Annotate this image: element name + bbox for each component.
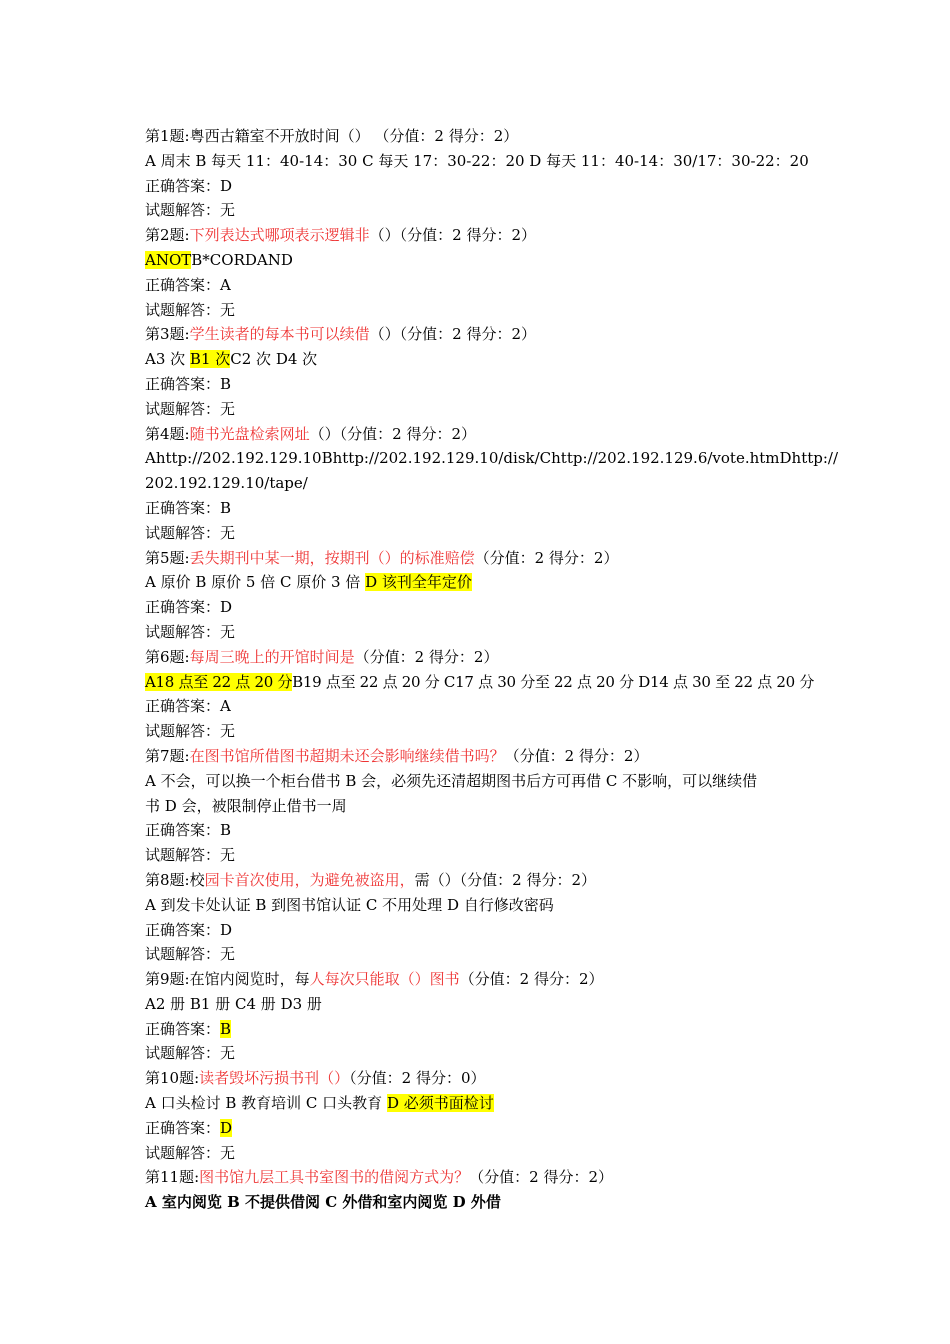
options-text: A2 册 B1 册 C4 册 D3 册 <box>145 994 322 1013</box>
answer-value: B <box>220 821 232 840</box>
question-text: 丢失期刊中某一期，按期刊（）的标准赔偿 <box>189 548 475 567</box>
answer-value: D <box>220 1118 233 1137</box>
answer-label: 正确答案： <box>145 1019 221 1038</box>
question-text-plain: 在馆内阅览时，每 <box>189 970 310 989</box>
question-text-suffix: 需（） <box>414 870 460 889</box>
question-text-suffix: （） <box>369 226 400 245</box>
answer-label: 正确答案： <box>145 275 221 294</box>
answer-value: B <box>220 498 232 517</box>
highlighted-option: D 该刊全年定价 <box>365 573 472 592</box>
question-text: 园卡首次使用，为避免被盗用， <box>204 870 415 889</box>
explain-label: 试题解答： <box>145 523 221 542</box>
question-number: 第6题: <box>145 647 190 666</box>
answer-value: A <box>220 275 231 294</box>
question-line-5 <box>145 546 825 571</box>
answer-value: A <box>220 697 231 716</box>
options-line-8 <box>145 893 825 918</box>
answer-line-1 <box>145 174 825 199</box>
explain-value: 无 <box>220 523 236 542</box>
question-score: （分值：2 得分：2） <box>399 226 536 245</box>
highlighted-option: A18 点至 22 点 20 分 <box>145 672 293 691</box>
options-text: B19 点至 22 点 20 分 C17 点 30 分至 22 点 20 分 D14 点 30 至 22 点 20 分 <box>292 672 815 691</box>
explain-line-8 <box>145 942 825 967</box>
explain-label: 试题解答： <box>145 1044 221 1063</box>
question-line-1 <box>145 124 825 149</box>
explain-line-6 <box>145 719 825 744</box>
explain-line-7 <box>145 843 825 868</box>
question-score: （分值：2 得分：2） <box>354 647 499 666</box>
options-text: A 原价 B 原价 5 倍 C 原价 3 倍 <box>145 573 366 592</box>
options-text: A 到发卡处认证 B 到图书馆认证 C 不用处理 D 自行修改密码 <box>145 895 554 914</box>
question-text-suffix: （） <box>369 325 400 344</box>
explain-label: 试题解答： <box>145 201 221 220</box>
question-text-plain: 校 <box>189 870 205 889</box>
answer-label: 正确答案： <box>145 598 221 617</box>
question-number: 第8题: <box>145 870 190 889</box>
options-text: 202.192.129.10/tape/ <box>145 474 308 493</box>
options-line-10 <box>145 1091 825 1116</box>
answer-label: 正确答案： <box>145 176 221 195</box>
options-line-4 <box>145 446 839 471</box>
question-text: 随书光盘检索网址 <box>189 424 310 443</box>
explain-line-3 <box>145 397 825 422</box>
answer-line-2 <box>145 273 825 298</box>
options-text: Ahttp://202.192.129.10Bhttp://202.192.129.10/disk/Chttp://202.192.129.6/vote.htmDhttp:// <box>145 449 839 468</box>
question-text: 下列表达式哪项表示逻辑非 <box>189 226 370 245</box>
question-line-11 <box>145 1165 825 1190</box>
question-score: （分值：2 得分：2） <box>374 127 519 145</box>
options-line-7 <box>145 769 825 794</box>
options-line-5 <box>145 570 825 595</box>
question-score: （分值：2 得分：2） <box>504 746 649 765</box>
question-score: （分值：2 得分：2） <box>469 1168 614 1187</box>
explain-value: 无 <box>220 399 236 418</box>
highlighted-option: B1 次 <box>189 350 231 369</box>
question-number: 第3题: <box>145 325 190 344</box>
exam-document <box>145 124 839 1215</box>
explain-label: 试题解答： <box>145 1143 221 1162</box>
options-line-7b <box>145 794 825 819</box>
question-line-6 <box>145 645 825 670</box>
question-line-10 <box>145 1066 825 1091</box>
question-number: 第10题: <box>145 1069 200 1088</box>
question-score: （分值：2 得分：2） <box>339 424 476 443</box>
question-number: 第5题: <box>145 548 190 567</box>
explain-line-4 <box>145 521 825 546</box>
answer-value: D <box>220 920 233 939</box>
answer-value: D <box>220 598 233 617</box>
question-line-4 <box>145 422 825 447</box>
explain-line-9 <box>145 1041 825 1066</box>
question-number: 第11题: <box>145 1168 200 1187</box>
question-number: 第7题: <box>145 746 190 765</box>
options-line-2 <box>145 248 825 273</box>
answer-line-10 <box>145 1116 825 1141</box>
question-text: 在图书馆所借图书超期未还会影响继续借书吗？ <box>189 746 505 765</box>
answer-label: 正确答案： <box>145 697 221 716</box>
explain-label: 试题解答： <box>145 846 221 865</box>
explain-value: 无 <box>220 201 236 220</box>
question-line-2 <box>145 223 825 248</box>
answer-label: 正确答案： <box>145 374 221 393</box>
options-line-6 <box>145 670 825 695</box>
explain-value: 无 <box>220 622 236 641</box>
question-score: （分值：2 得分：2） <box>459 970 604 989</box>
question-number: 第1题: <box>145 127 190 145</box>
options-line-4b <box>145 471 825 496</box>
answer-line-4 <box>145 496 825 521</box>
question-text: 人每次只能取（）图书 <box>309 970 460 989</box>
options-text: A 口头检讨 B 教育培训 C 口头教育 <box>145 1094 387 1113</box>
options-line-1 <box>145 149 825 174</box>
question-line-9 <box>145 967 825 992</box>
explain-line-1 <box>145 198 825 223</box>
question-text-suffix: （） <box>309 424 340 443</box>
answer-line-9 <box>145 1017 825 1042</box>
explain-line-5 <box>145 620 825 645</box>
question-line-3 <box>145 322 825 347</box>
explain-label: 试题解答： <box>145 722 221 741</box>
answer-line-7 <box>145 818 825 843</box>
question-line-7 <box>145 744 825 769</box>
question-text: 粤西古籍室不开放时间（） <box>189 127 370 145</box>
options-line-3 <box>145 347 825 372</box>
answer-label: 正确答案： <box>145 1118 221 1137</box>
explain-value: 无 <box>220 1044 236 1063</box>
answer-label: 正确答案： <box>145 498 221 517</box>
explain-label: 试题解答： <box>145 945 221 964</box>
question-text: 每周三晚上的开馆时间是 <box>189 647 355 666</box>
highlighted-option: D 必须书面检讨 <box>386 1094 494 1113</box>
explain-value: 无 <box>220 1143 236 1162</box>
options-text: A 室内阅览 B 不提供借阅 C 外借和室内阅览 D 外借 <box>145 1193 501 1212</box>
question-number: 第9题: <box>145 970 190 989</box>
answer-line-3 <box>145 372 825 397</box>
explain-label: 试题解答： <box>145 399 221 418</box>
question-text: 学生读者的每本书可以续借 <box>189 325 370 344</box>
options-line-9 <box>145 992 825 1017</box>
question-number: 第2题: <box>145 226 190 245</box>
question-score: （分值：2 得分：2） <box>399 325 536 344</box>
explain-label: 试题解答： <box>145 300 221 319</box>
answer-value: B <box>220 374 232 393</box>
options-text: C2 次 D4 次 <box>230 350 318 369</box>
explain-line-10 <box>145 1141 825 1166</box>
explain-label: 试题解答： <box>145 622 221 641</box>
question-text: 读者毁坏污损书刊（） <box>199 1069 350 1088</box>
question-score: （分值：2 得分：2） <box>459 870 597 889</box>
options-text: A3 次 <box>145 350 190 369</box>
highlighted-option: ANOT <box>145 250 192 269</box>
question-score: （分值：2 得分：2） <box>474 548 619 567</box>
explain-value: 无 <box>220 722 236 741</box>
answer-value: D <box>220 176 233 195</box>
answer-line-8 <box>145 918 825 943</box>
answer-label: 正确答案： <box>145 920 221 939</box>
answer-line-5 <box>145 595 825 620</box>
explain-value: 无 <box>220 846 236 865</box>
options-text: A 不会，可以换一个柜台借书 B 会，必须先还清超期图书后方可再借 C 不影响，可以继续借 <box>145 771 758 790</box>
question-text: 图书馆九层工具书室图书的借阅方式为？ <box>199 1168 470 1187</box>
answer-value: B <box>220 1019 232 1038</box>
options-text: B*CORDAND <box>191 250 293 269</box>
options-text: A 周末 B 每天 11：40-14：30 C 每天 17：30-22：20 D 每天 11：40-14：30/17：30-22：20 <box>145 151 809 170</box>
options-text: 书 D 会，被限制停止借书一周 <box>145 796 347 815</box>
question-score: （分值：2 得分：0） <box>349 1069 486 1088</box>
answer-label: 正确答案： <box>145 821 221 840</box>
answer-line-6 <box>145 694 825 719</box>
explain-value: 无 <box>220 300 236 319</box>
question-line-8 <box>145 868 825 893</box>
explain-line-2 <box>145 298 825 323</box>
question-number: 第4题: <box>145 424 190 443</box>
options-line-11 <box>145 1190 825 1215</box>
explain-value: 无 <box>220 945 236 964</box>
